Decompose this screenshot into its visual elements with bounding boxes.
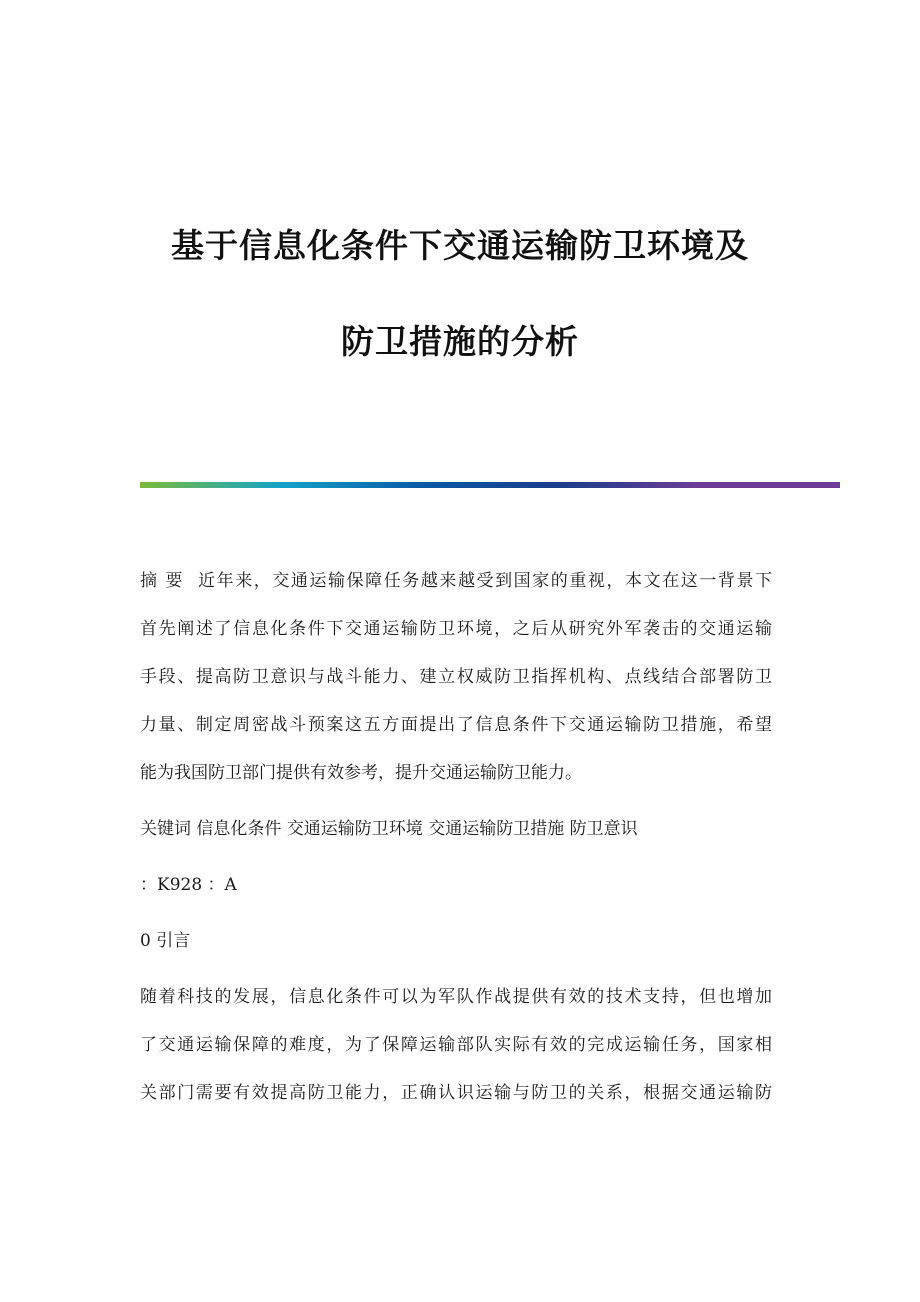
document-title-line-1: 基于信息化条件下交通运输防卫环境及 bbox=[171, 226, 749, 265]
section-heading: 0 引言 bbox=[140, 931, 191, 951]
divider-segment bbox=[280, 482, 420, 488]
keyword: 防卫意识 bbox=[569, 819, 638, 839]
abstract-label: 摘 要 bbox=[140, 571, 185, 591]
body-line-2: 了交通运输保障的难度，为了保障运输部队实际有效的完成运输任务，国家相 bbox=[140, 1035, 772, 1055]
abstract-line-4: 力量、制定周密战斗预案这五方面提出了信息条件下交通运输防卫措施，希望 bbox=[140, 715, 772, 735]
abstract-line-3: 手段、提高防卫意识与战斗能力、建立权威防卫指挥机构、点线结合部署防卫 bbox=[140, 667, 772, 687]
keyword: 信息化条件 bbox=[196, 819, 282, 839]
abstract-line-2: 首先阐述了信息化条件下交通运输防卫环境，之后从研究外军袭击的交通运输 bbox=[140, 619, 772, 639]
divider-segment bbox=[560, 482, 700, 488]
abstract-line-5: 能为我国防卫部门提供有效参考，提升交通运输防卫能力。 bbox=[140, 763, 582, 783]
gradient-divider bbox=[140, 482, 840, 488]
keywords-label: 关键词 bbox=[140, 819, 191, 839]
keyword: 交通运输防卫措施 bbox=[428, 819, 565, 839]
document-title-line-2: 防卫措施的分析 bbox=[341, 322, 579, 361]
classification-code: ：K928 ：A bbox=[140, 875, 237, 895]
abstract-line-1 bbox=[140, 571, 772, 591]
divider-segment bbox=[420, 482, 560, 488]
divider-segment bbox=[140, 482, 280, 488]
divider-segment bbox=[700, 482, 840, 488]
keywords-line bbox=[140, 819, 772, 839]
abstract-text: 近年来，交通运输保障任务越来越受到国家的重视，本文在这一背景下 bbox=[198, 571, 773, 591]
keyword: 交通运输防卫环境 bbox=[286, 819, 423, 839]
body-line-3: 关部门需要有效提高防卫能力，正确认识运输与防卫的关系，根据交通运输防 bbox=[140, 1083, 772, 1103]
body-line-1: 随着科技的发展，信息化条件可以为军队作战提供有效的技术支持，但也增加 bbox=[140, 987, 772, 1007]
